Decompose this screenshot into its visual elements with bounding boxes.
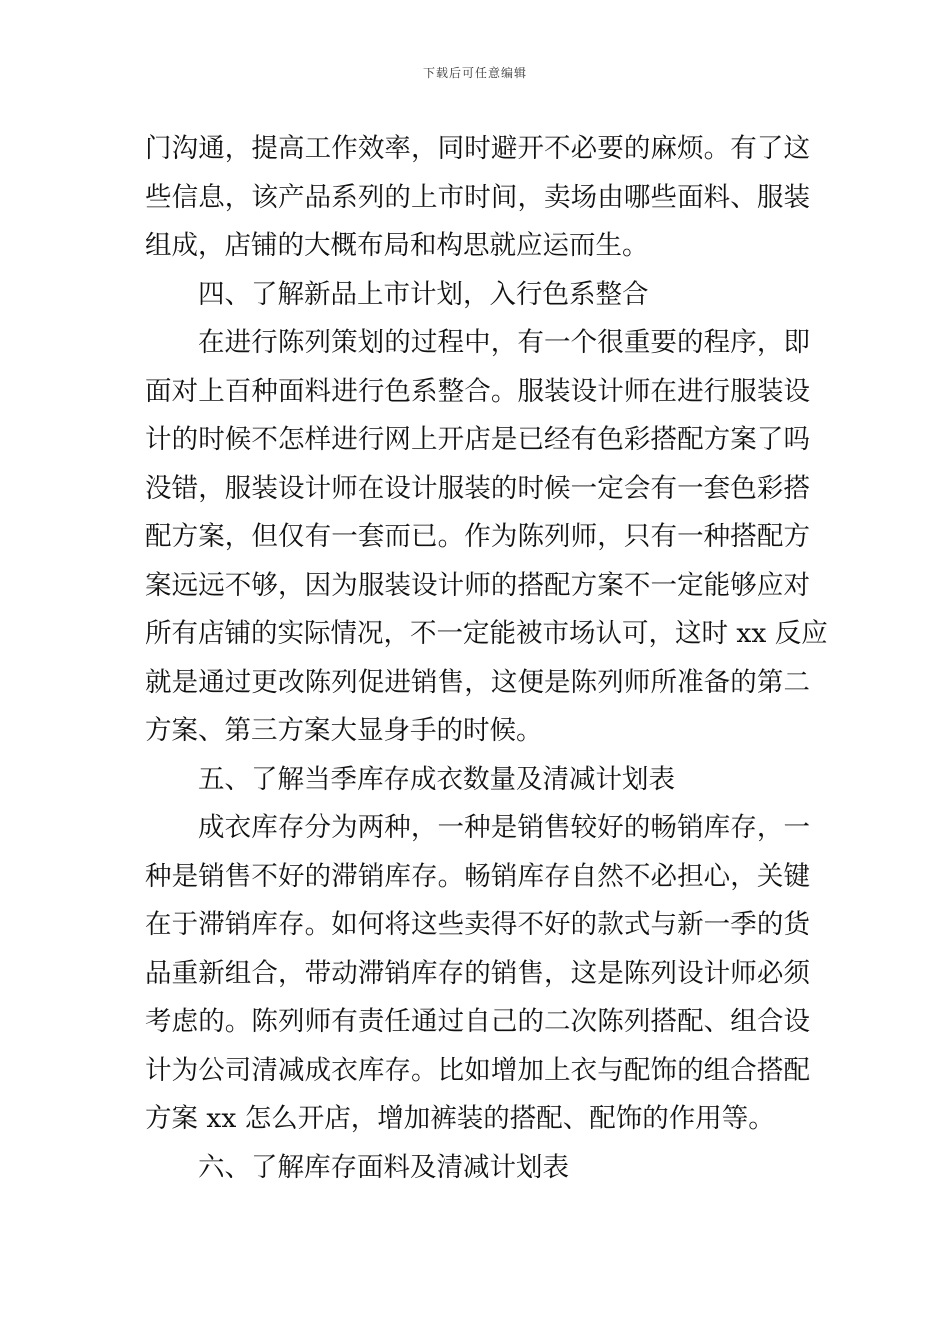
paragraph-line: 在进行陈列策划的过程中，有一个很重要的程序，即 — [198, 327, 810, 358]
paragraph-line: 考虑的。陈列师有责任通过自己的二次陈列搭配、组合设 — [145, 1006, 810, 1037]
paragraph-line: 品重新组合，带动滞销库存的销售，这是陈列设计师必须 — [145, 957, 810, 989]
paragraph-line: 方案、第三方案大显身手的时候。 — [145, 715, 543, 746]
document-body — [145, 125, 828, 1192]
paragraph-line: 没错，服装设计师在设计服装的时候一定会有一套色彩搭 — [145, 472, 810, 504]
paragraph-line: 计为公司清减成衣库存。比如增加上衣与配饰的组合搭配 — [145, 1054, 810, 1086]
section-heading-5: 五、了解当季库存成衣数量及清减计划表 — [198, 763, 675, 795]
paragraph-line: 些信息，该产品系列的上市时间，卖场由哪些面料、服装 — [145, 181, 810, 213]
paragraph-line: 配方案，但仅有一套而已。作为陈列师，只有一种搭配方 — [145, 521, 810, 552]
page-header: 下载后可任意编辑 — [422, 66, 527, 80]
paragraph-line: 成衣库存分为两种，一种是销售较好的畅销库存，一 — [198, 812, 810, 843]
paragraph-line: 方案 xx 怎么开店，增加裤装的搭配、配饰的作用等。 — [145, 1103, 775, 1134]
paragraph-line: 就是通过更改陈列促进销售，这便是陈列师所准备的第二 — [145, 666, 810, 698]
paragraph-line: 计的时候不怎样进行网上开店是已经有色彩搭配方案了吗 — [145, 424, 810, 455]
section-heading-4: 四、了解新品上市计划，入行色系整合 — [198, 278, 649, 310]
paragraph-line: 所有店铺的实际情况，不一定能被市场认可，这时 xx 反应 — [145, 618, 828, 649]
paragraph-line: 种是销售不好的滞销库存。畅销库存自然不必担心，关键 — [145, 860, 810, 892]
paragraph-line: 案远远不够，因为服装设计师的搭配方案不一定能够应对 — [145, 569, 810, 601]
section-heading-6: 六、了解库存面料及清减计划表 — [198, 1151, 569, 1183]
paragraph-line: 组成，店铺的大概布局和构思就应运而生。 — [145, 230, 649, 261]
paragraph-line: 面对上百种面料进行色系整合。服装设计师在进行服装设 — [145, 375, 810, 407]
paragraph-line: 门沟通，提高工作效率，同时避开不必要的麻烦。有了这 — [145, 133, 810, 164]
paragraph-line: 在于滞销库存。如何将这些卖得不好的款式与新一季的货 — [145, 909, 810, 940]
